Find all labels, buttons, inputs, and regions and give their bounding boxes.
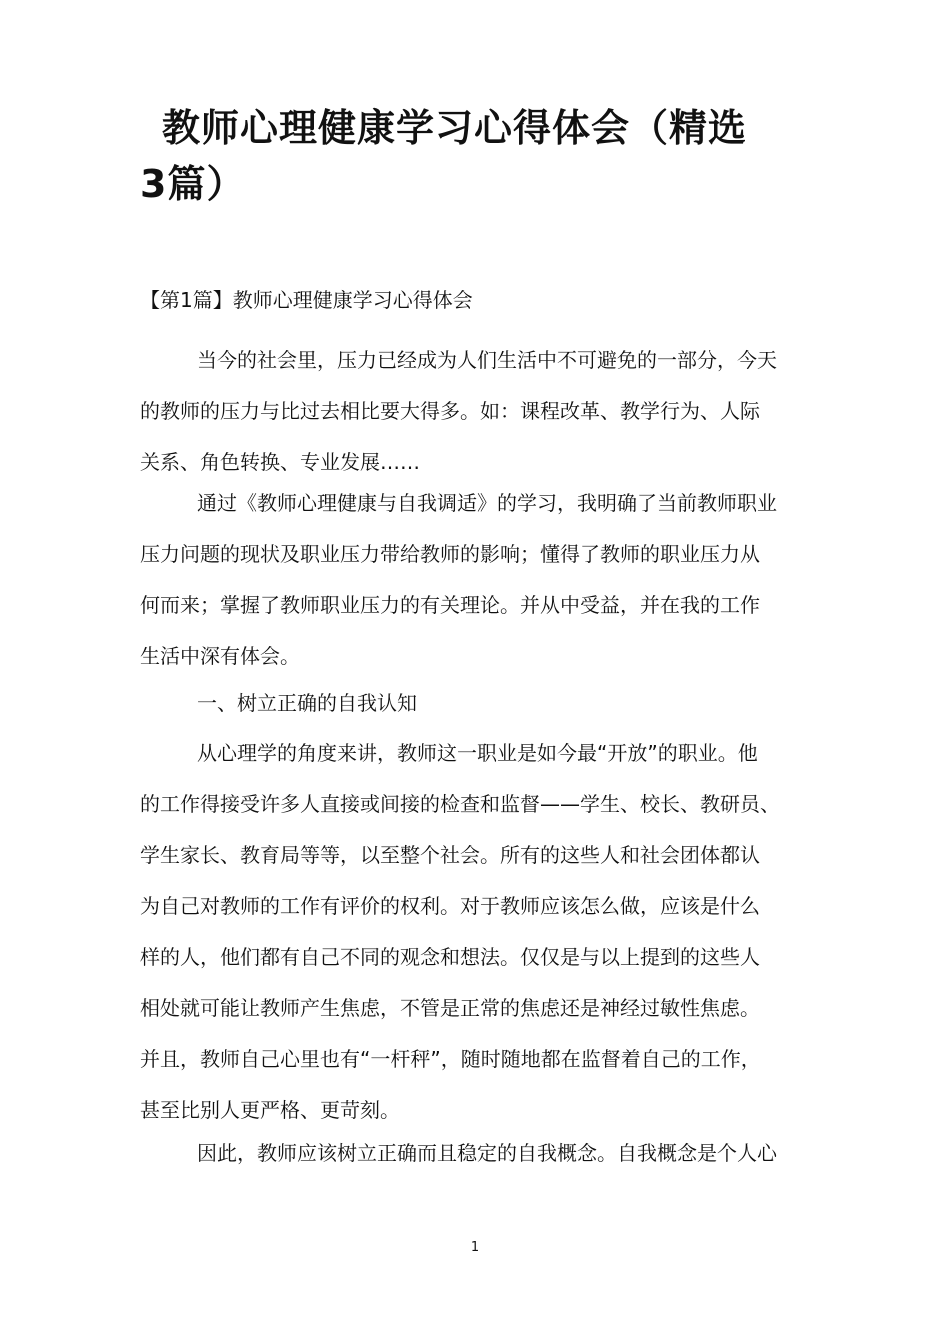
subheading-line: 一、树立正确的自我认知	[197, 691, 417, 715]
title-line: 3篇）	[140, 162, 246, 206]
title-line: 教师心理健康学习心得体会（精选	[162, 106, 748, 150]
paragraph-line: 生活中深有体会。	[140, 644, 300, 668]
paragraph-line: 当今的社会里，压力已经成为人们生活中不可避免的一部分，今天	[197, 348, 777, 372]
paragraph	[140, 478, 820, 682]
paragraph-line: 相处就可能让教师产生焦虑，不管是正常的焦虑还是神经过敏性焦虑。	[140, 996, 760, 1020]
section-heading: 【第1篇】教师心理健康学习心得体会	[140, 288, 473, 312]
paragraph	[140, 728, 820, 1136]
paragraph-line: 从心理学的角度来讲，教师这一职业是如今最“开放”的职业。他	[197, 741, 758, 765]
paragraph-line: 压力问题的现状及职业压力带给教师的影响；懂得了教师的职业压力从	[140, 542, 760, 566]
paragraph	[140, 1128, 820, 1179]
document-title	[140, 100, 820, 212]
paragraph-line: 通过《教师心理健康与自我调适》的学习，我明确了当前教师职业	[197, 491, 777, 515]
paragraph-line: 样的人，他们都有自己不同的观念和想法。仅仅是与以上提到的这些人	[140, 945, 760, 969]
paragraph	[140, 335, 820, 488]
paragraph-line: 学生家长、教育局等等，以至整个社会。所有的这些人和社会团体都认	[140, 843, 760, 867]
paragraph-line: 甚至比别人更严格、更苛刻。	[140, 1098, 400, 1122]
paragraph-line: 何而来；掌握了教师职业压力的有关理论。并从中受益，并在我的工作	[140, 593, 760, 617]
paragraph-line: 的教师的压力与比过去相比要大得多。如：课程改革、教学行为、人际	[140, 399, 760, 423]
paragraph-line: 因此，教师应该树立正确而且稳定的自我概念。自我概念是个人心	[197, 1141, 777, 1165]
paragraph-line: 关系、角色转换、专业发展……	[140, 450, 420, 474]
paragraph-line: 并且，教师自己心里也有“一杆秤”，随时随地都在监督着自己的工作，	[140, 1047, 761, 1071]
paragraph-line: 的工作得接受许多人直接或间接的检查和监督——学生、校长、教研员、	[140, 792, 780, 816]
paragraph-line: 为自己对教师的工作有评价的权利。对于教师应该怎么做，应该是什么	[140, 894, 760, 918]
paragraph	[140, 678, 820, 729]
page-number: 1	[470, 1240, 480, 1255]
